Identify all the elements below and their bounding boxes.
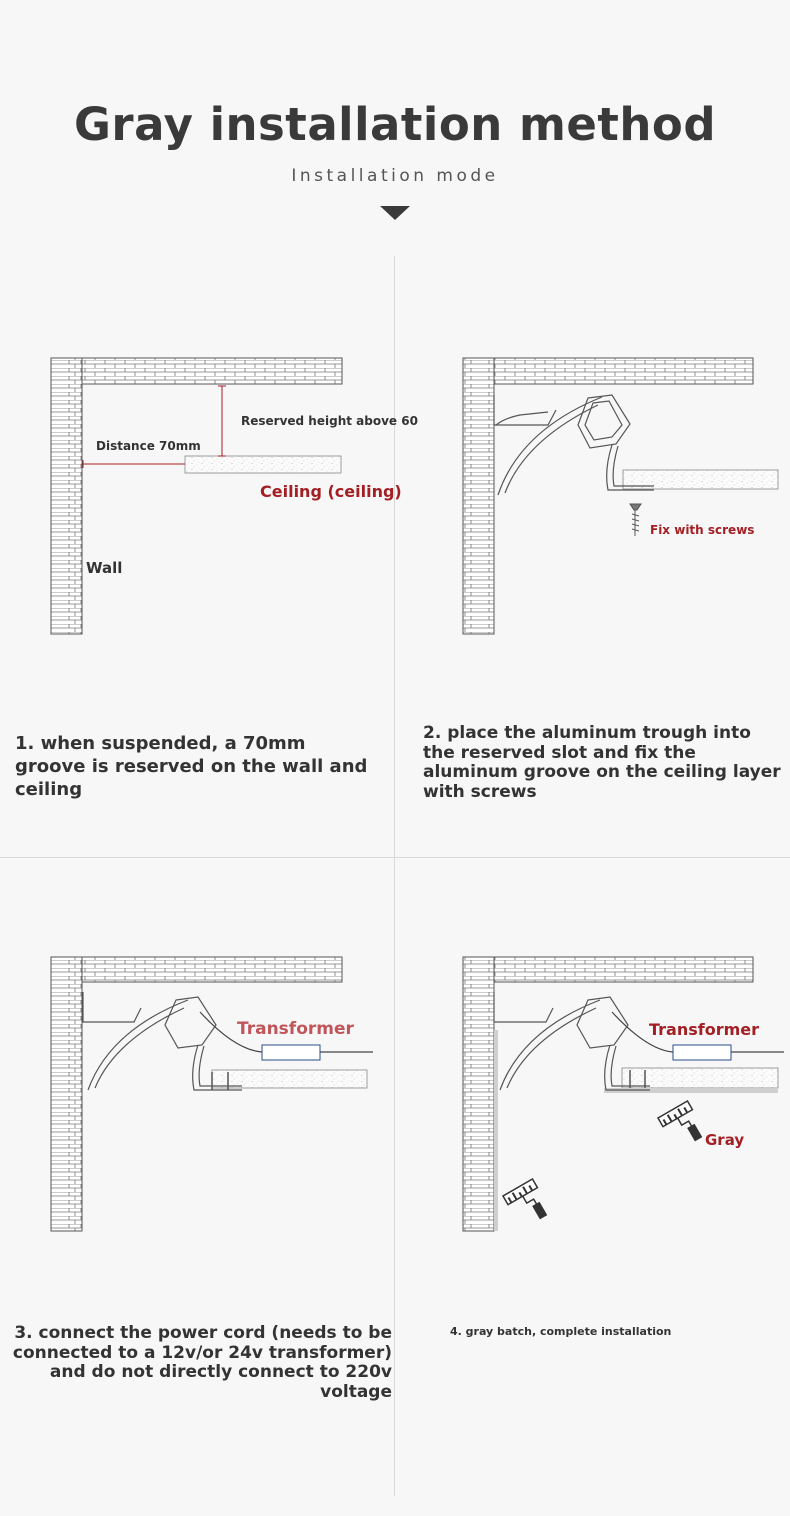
- fix-screws-label: Fix with screws: [650, 523, 755, 537]
- page-title: Gray installation method: [73, 98, 717, 151]
- transformer-label: Transformer: [237, 1019, 354, 1039]
- paint-roller-icon-wall: [503, 1179, 551, 1229]
- ceiling-label: Ceiling (ceiling): [260, 482, 402, 501]
- step-3-caption: 3. connect the power cord (needs to be connected to a 12v/or 24v transformer) and do not directly connect to 220v voltage: [12, 1323, 392, 1402]
- distance-label: Distance 70mm: [96, 439, 201, 453]
- transformer-label: Transformer: [649, 1020, 760, 1039]
- gray-coat-wall: [494, 1030, 498, 1231]
- wall-label: Wall: [86, 559, 123, 577]
- gray-label: Gray: [705, 1131, 745, 1149]
- step-2-caption: 2. place the aluminum trough into the reserved slot and fix the aluminum groove on the ceiling layer with screws: [423, 723, 781, 802]
- reserved-height-label: Reserved height above 60: [241, 414, 418, 428]
- paint-roller-icon: [658, 1101, 706, 1151]
- step-4-caption: 4. gray batch, complete installation: [450, 1325, 672, 1338]
- step-1-caption: 1. when suspended, a 70mm groove is reserved on the wall and ceiling: [15, 733, 368, 800]
- page-subtitle: Installation mode: [291, 166, 499, 186]
